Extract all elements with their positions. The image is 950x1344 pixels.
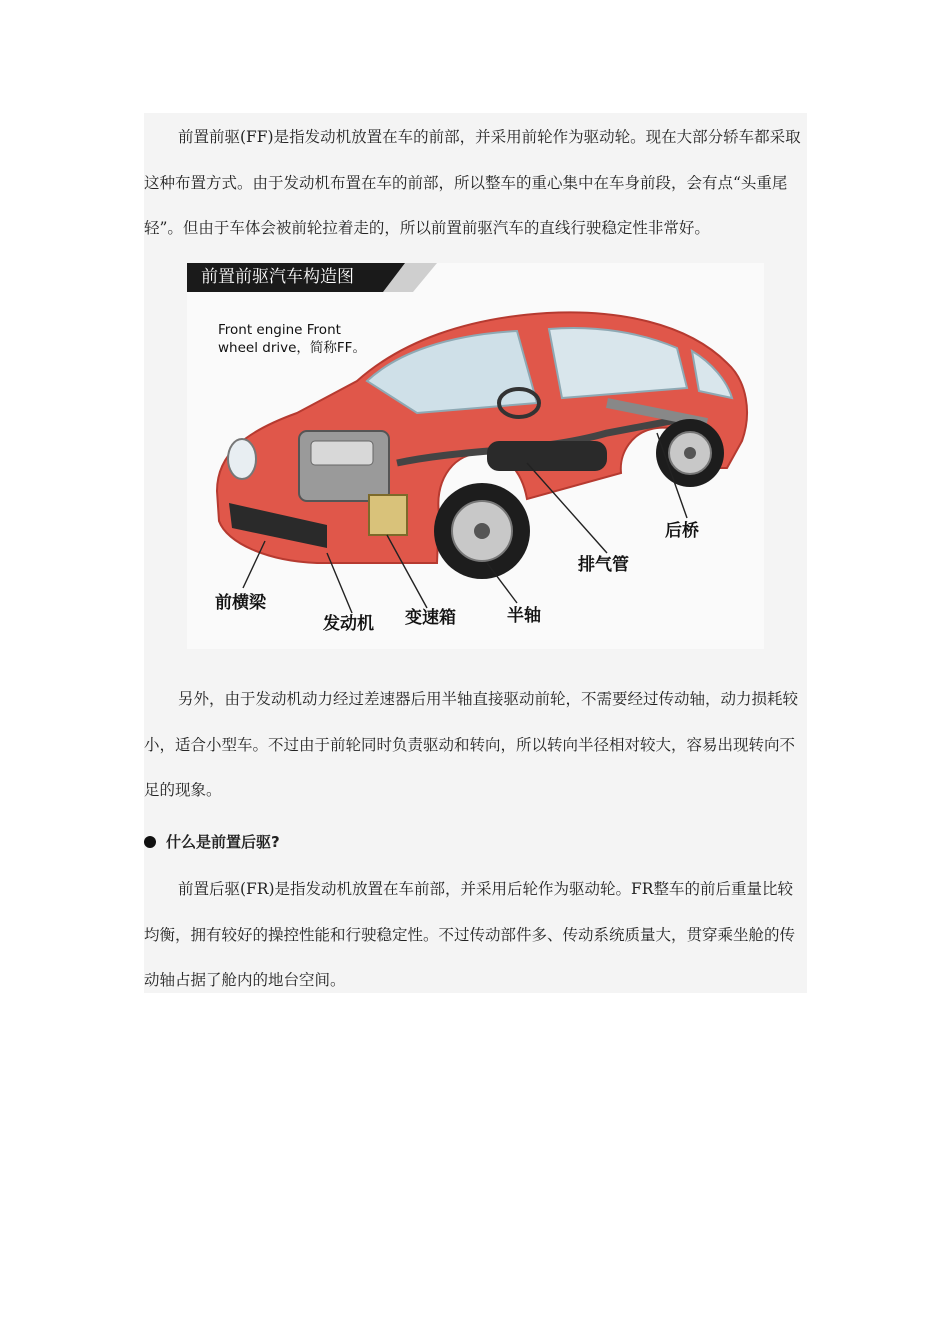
figure-subtitle: Front engine Front wheel drive，简称FF。 xyxy=(218,322,366,356)
bullet-heading xyxy=(144,827,280,857)
headlight xyxy=(228,439,256,479)
intro-paragraph: 前置前驱(FF)是指发动机放置在车的前部，并采用前轮作为驱动轮。现在大部分轿车都采取这种布置方式。由于发动机布置在车的前部，所以整车的重心集中在车身前段，会有点“头重尾轻”。但由于车体会被前轮拉着走的，所以前置前驱汽车的直线行驶稳定性非常好。 xyxy=(144,128,801,237)
label-gearbox: 变速箱 xyxy=(405,608,456,628)
article-content xyxy=(144,113,807,993)
gearbox-block xyxy=(369,495,407,535)
label-rear-axle: 后桥 xyxy=(665,521,699,541)
fuel-tank xyxy=(487,441,607,471)
bullet-dot-icon xyxy=(144,836,156,848)
label-front-crossbeam: 前横梁 xyxy=(215,593,266,613)
label-engine: 发动机 xyxy=(323,614,374,634)
label-exhaust: 排气管 xyxy=(578,555,629,575)
ff-paragraph: 另外，由于发动机动力经过差速器后用半轴直接驱动前轮，不需要经过传动轴，动力损耗较小，适合小型车。不过由于前轮同时负责驱动和转向，所以转向半径相对较大，容易出现转向不足的现象。 xyxy=(144,690,799,799)
figure-title: 前置前驱汽车构造图 xyxy=(201,267,354,287)
bullet-heading-text: 什么是前置后驱? xyxy=(166,833,280,851)
fr-paragraph: 前置后驱(FR)是指发动机放置在车前部，并采用后轮作为驱动轮。FR整车的前后重量比较均衡，拥有较好的操控性能和行驶稳定性。不过传动部件多、传动系统质量大，贯穿乘坐舱的传动轴占据了舱内的地台空间。 xyxy=(144,880,796,989)
label-half-shaft: 半轴 xyxy=(507,606,541,626)
ff-car-diagram xyxy=(187,263,764,649)
